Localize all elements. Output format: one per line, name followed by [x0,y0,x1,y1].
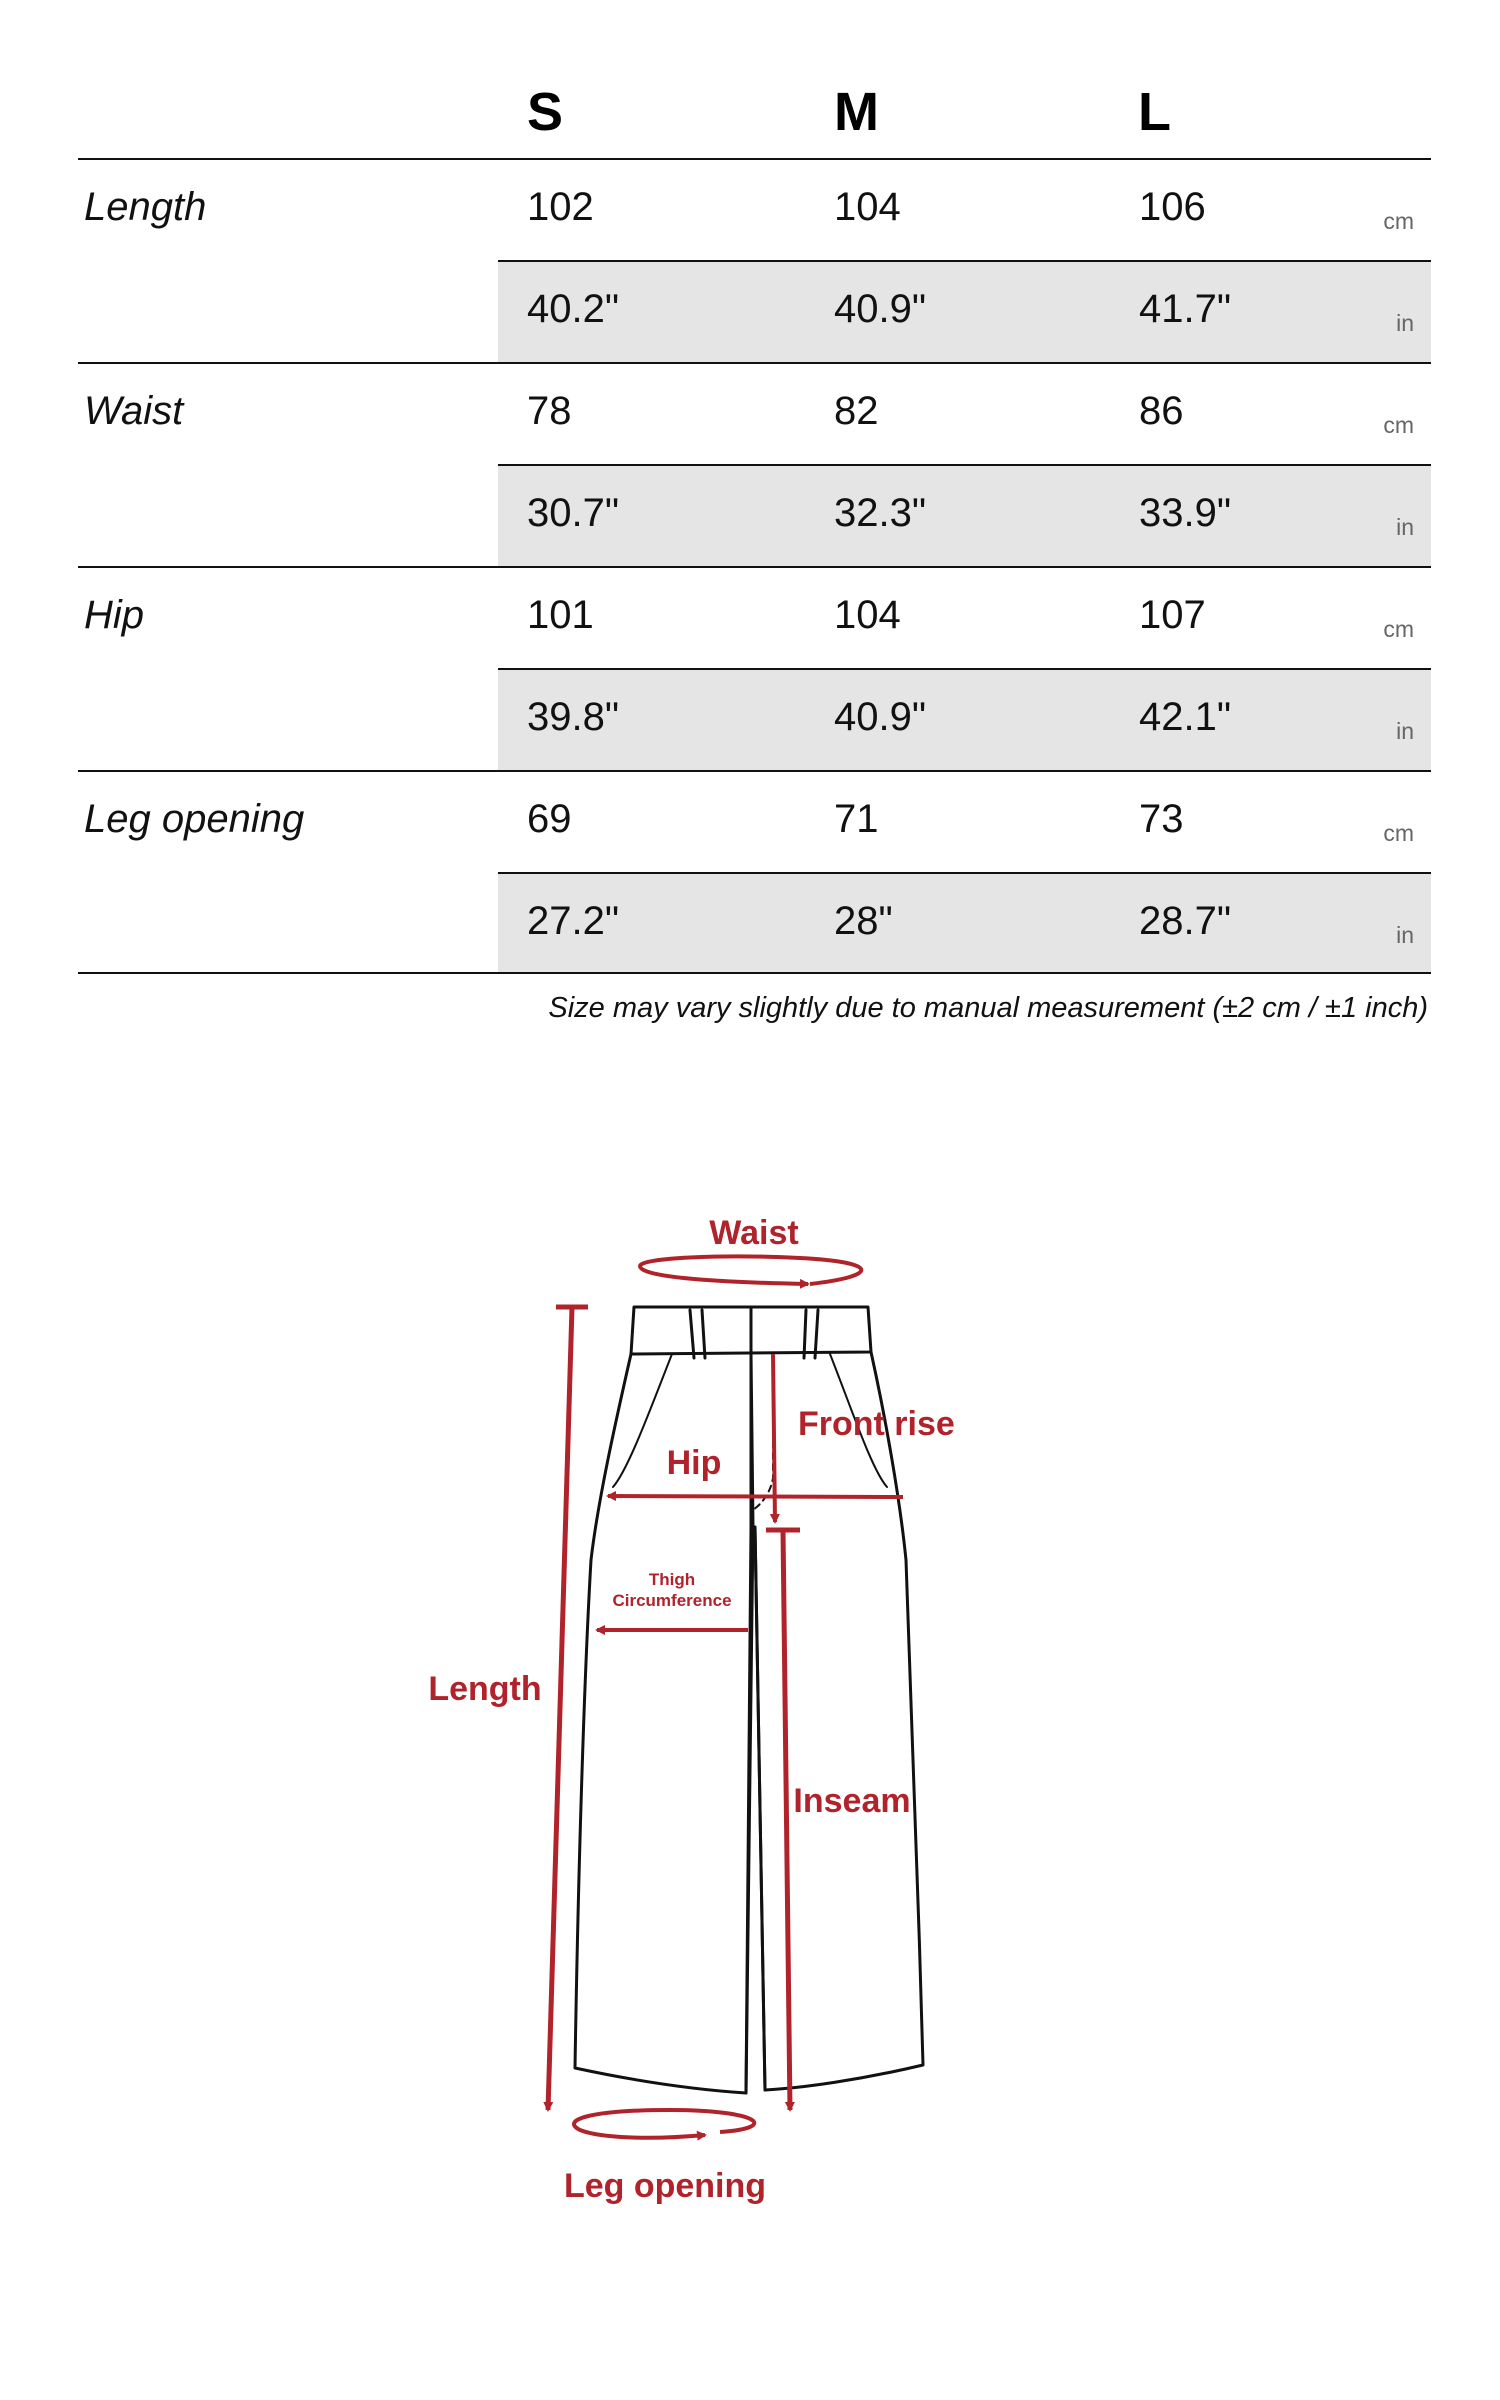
table-cell: 40.9" [834,287,927,331]
table-divider [78,158,1431,160]
leg-inner-edge-right [755,1527,765,2090]
unit-label-in: in [1396,922,1414,948]
row-label-length: Length [84,185,207,229]
label-thigh: Thigh [648,1570,696,1589]
table-cell: 28.7" [1139,899,1232,943]
table-cell: 102 [527,185,594,229]
table-divider [498,464,1431,466]
table-cell: 33.9" [1139,491,1232,535]
inch-row-bg [498,262,1431,362]
fly-stitching [753,1354,773,1510]
label-waist: Waist [709,1214,799,1252]
table-divider [78,566,1431,568]
table-divider [498,668,1431,670]
table-cell: 104 [834,185,901,229]
table-cell: 73 [1139,797,1184,841]
table-divider [78,770,1431,772]
length-arrow [548,1307,572,2110]
table-cell: 71 [834,797,879,841]
inch-row-bg [498,874,1431,974]
measurement-note: Size may vary slightly due to manual measurement (±2 cm / ±1 inch) [548,992,1428,1024]
table-cell: 27.2" [527,899,620,943]
inseam-arrow [783,1530,790,2110]
left-leg-outline [575,1354,753,2093]
table-cell: 86 [1139,389,1184,433]
table-cell: 40.9" [834,695,927,739]
table-cell: 82 [834,389,879,433]
table-divider [78,972,1431,974]
size-chart-table [0,0,1500,1024]
table-cell: 104 [834,593,901,637]
measurement-annotations [548,1256,903,2137]
label-circumference: Circumference [612,1591,732,1610]
diagram-labels [428,1214,954,2205]
pants-measurement-diagram [0,1150,1500,2250]
table-cell: 106 [1139,185,1206,229]
row-label-hip: Hip [84,593,145,637]
label-front-rise: Front rise [798,1405,955,1443]
unit-label-cm: cm [1383,616,1414,642]
table-cell: 40.2" [527,287,620,331]
label-inseam: Inseam [793,1782,911,1820]
row-label-waist: Waist [84,389,184,433]
table-divider [498,872,1431,874]
table-cell: 41.7" [1139,287,1232,331]
table-cell: 32.3" [834,491,927,535]
table-cell: 78 [527,389,572,433]
table-cell: 101 [527,593,594,637]
table-cell: 39.8" [527,695,620,739]
size-header-l: L [1138,82,1171,142]
table-cell: 69 [527,797,572,841]
unit-label-in: in [1396,718,1414,744]
unit-label-cm: cm [1383,820,1414,846]
size-header-m: M [834,82,879,142]
inch-row-bg [498,670,1431,770]
right-leg-outline [755,1352,923,2090]
unit-label-in: in [1396,514,1414,540]
label-hip: Hip [666,1444,722,1482]
table-divider [78,362,1431,364]
leg-opening-arrow [574,2110,754,2138]
unit-label-cm: cm [1383,412,1414,438]
inch-row-bg [498,466,1431,566]
table-divider [498,260,1431,262]
size-header-s: S [527,82,564,142]
pocket-left [613,1354,672,1487]
waist-arrow [640,1256,861,1284]
unit-label-in: in [1396,310,1414,336]
table-cell: 30.7" [527,491,620,535]
hip-arrow [608,1496,903,1497]
unit-label-cm: cm [1383,208,1414,234]
table-cell: 107 [1139,593,1206,637]
table-cell: 42.1" [1139,695,1232,739]
belt-loop [804,1310,806,1358]
label-length: Length [428,1670,542,1708]
label-leg-opening: Leg opening [563,2167,767,2205]
table-cell: 28" [834,899,893,943]
row-label-leg-opening: Leg opening [84,797,305,841]
